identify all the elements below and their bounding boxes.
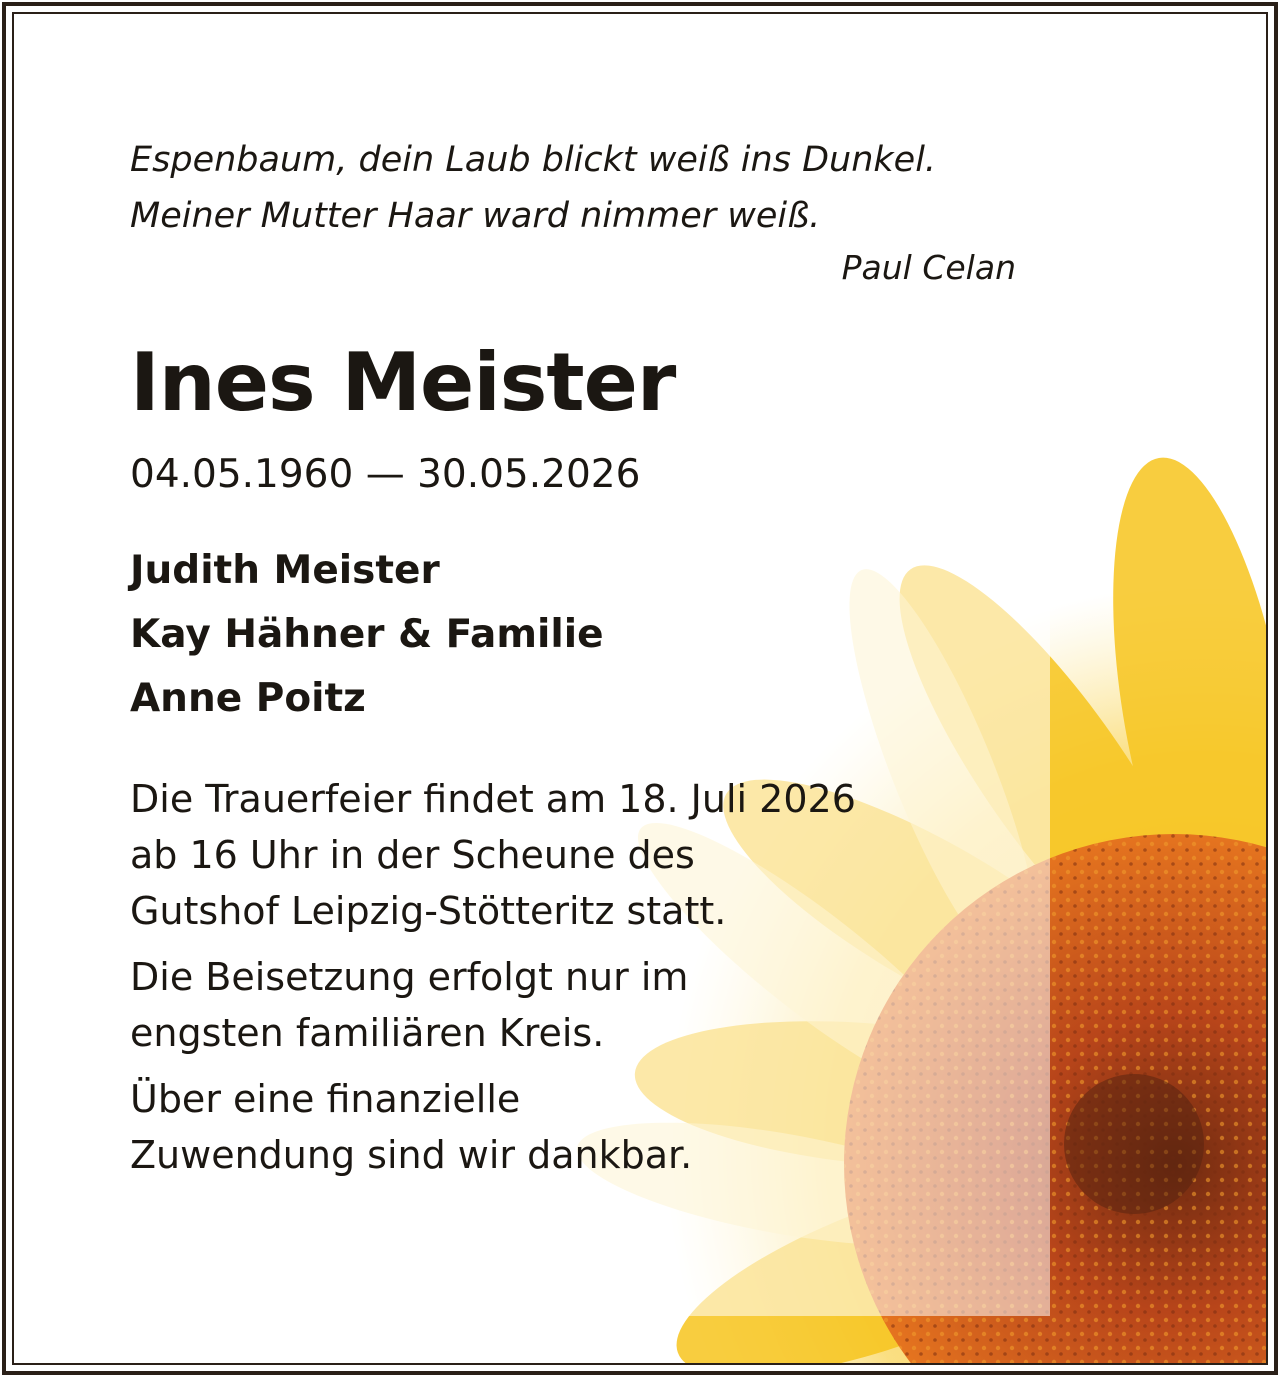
obituary-content bbox=[130, 132, 1030, 1193]
deceased-name: Ines Meister bbox=[130, 336, 676, 429]
ceremony-line: Die Trauerfeier findet am 18. Juli 2026 bbox=[130, 777, 856, 821]
poem-quote bbox=[130, 132, 1030, 287]
mourner-3: Anne Poitz bbox=[130, 676, 366, 721]
donation-line: Zuwendung sind wir dankbar. bbox=[130, 1133, 693, 1177]
ceremony-line: ab 16 Uhr in der Scheune des bbox=[130, 833, 695, 877]
mourners-list bbox=[130, 539, 1030, 731]
donation-line: Über eine finanzielle bbox=[130, 1077, 521, 1121]
ceremony-paragraph bbox=[130, 771, 1030, 939]
burial-line: Die Beisetzung erfolgt nur im bbox=[130, 955, 689, 999]
quote-line-1: Espenbaum, dein Laub blickt weiß ins Dunkel. bbox=[130, 140, 937, 180]
mourner-1: Judith Meister bbox=[130, 548, 440, 593]
quote-line-2: Meiner Mutter Haar ward nimmer weiß. bbox=[130, 196, 821, 236]
quote-author: Paul Celan bbox=[841, 248, 1016, 287]
ceremony-line: Gutshof Leipzig-Stötteritz statt. bbox=[130, 889, 727, 933]
mourner-2: Kay Hähner & Familie bbox=[130, 612, 604, 657]
service-info bbox=[130, 771, 1030, 1183]
burial-paragraph bbox=[130, 949, 1030, 1061]
burial-line: engsten familiären Kreis. bbox=[130, 1011, 605, 1055]
life-dates: 04.05.1960 — 30.05.2026 bbox=[130, 452, 641, 497]
inner-frame bbox=[12, 12, 1268, 1365]
donation-paragraph bbox=[130, 1071, 1030, 1183]
